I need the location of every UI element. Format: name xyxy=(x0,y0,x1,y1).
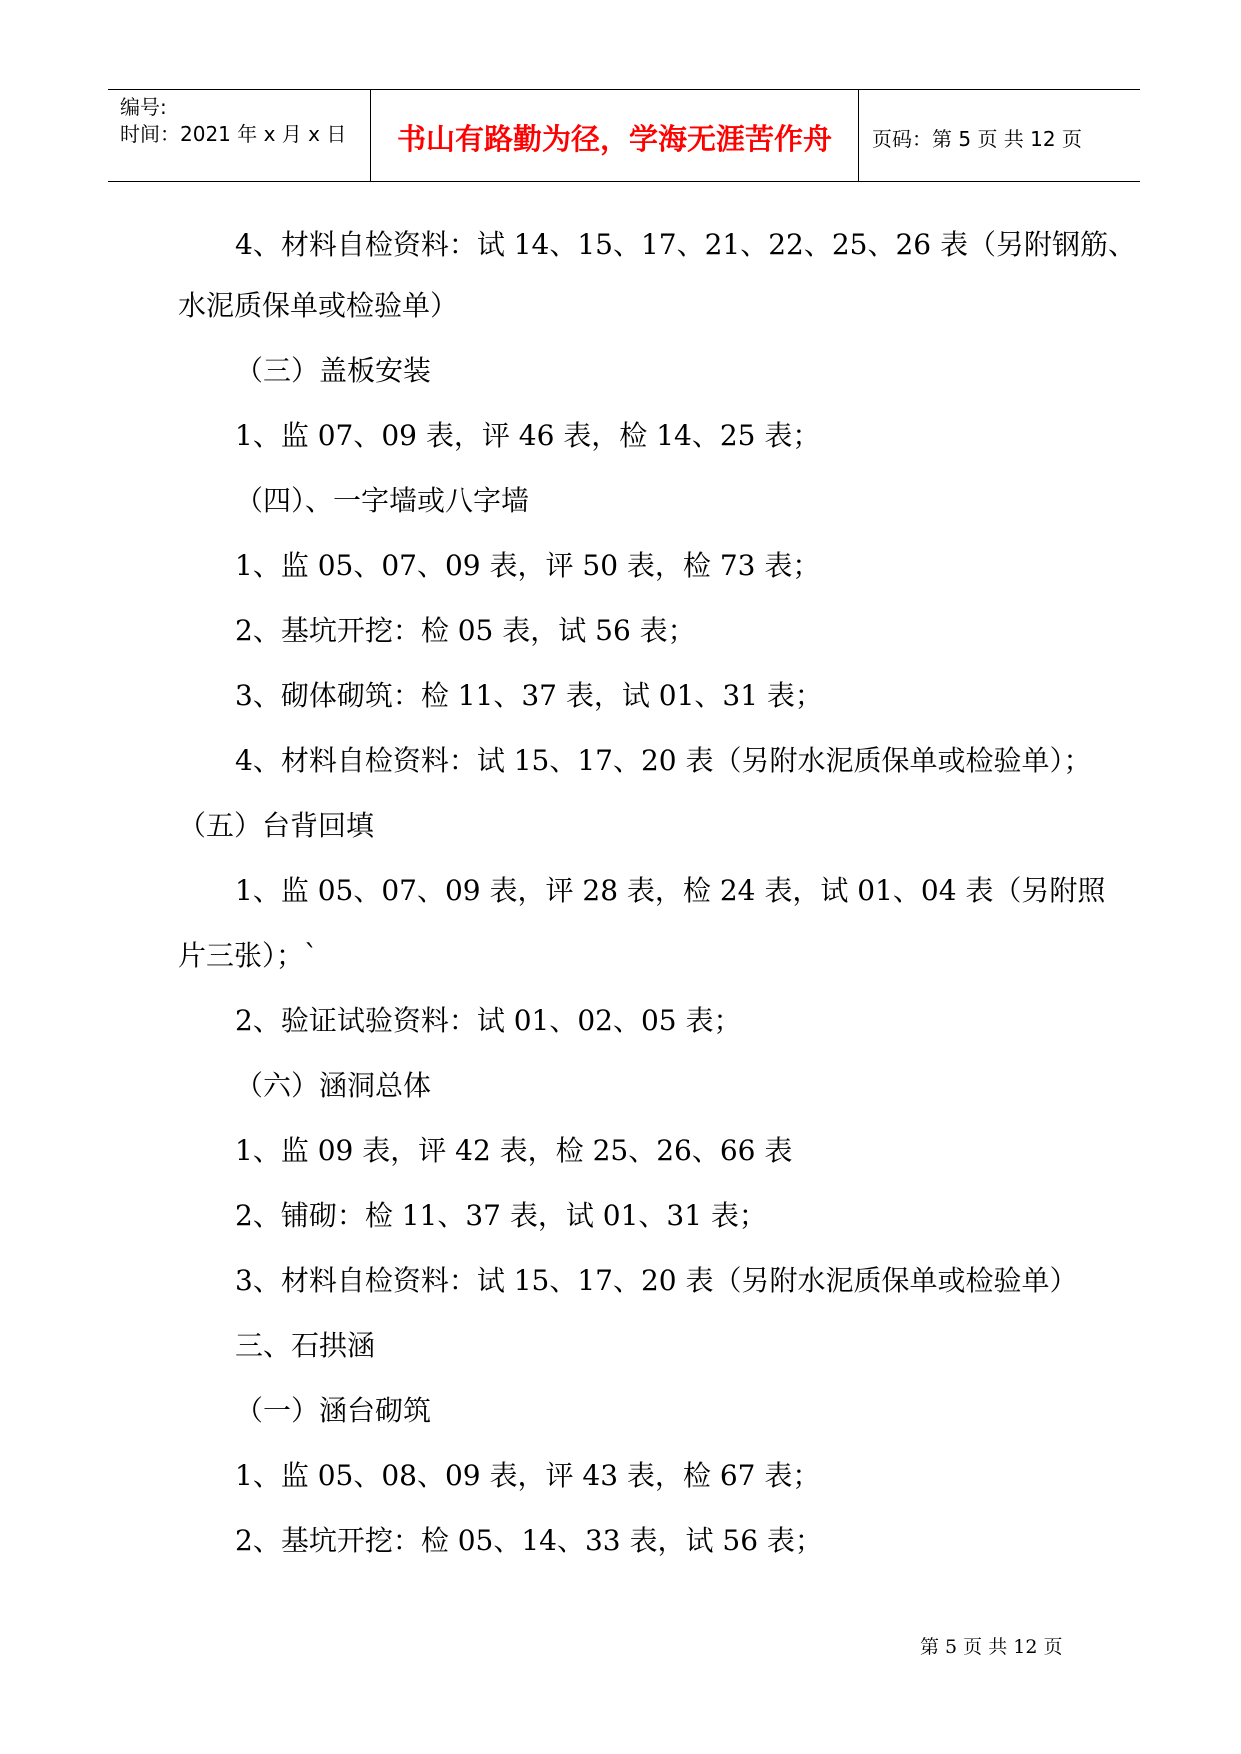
section-heading: （六）涵洞总体 xyxy=(235,1069,432,1102)
body-line: 1、监 05、07、09 表，评 50 表，检 73 表； xyxy=(235,549,821,582)
body-line: 1、监 07、09 表，评 46 表，检 14、25 表； xyxy=(235,419,821,452)
section-heading: 三、石拱涵 xyxy=(235,1329,376,1362)
body-line: 2、验证试验资料：试 01、02、05 表； xyxy=(235,1004,742,1037)
body-line: 1、监 05、08、09 表，评 43 表，检 67 表； xyxy=(235,1459,821,1492)
body-line: 2、基坑开挖：检 05、14、33 表，试 56 表； xyxy=(235,1524,823,1557)
header-meta xyxy=(120,94,346,148)
body-line: 2、铺砌：检 11、37 表，试 01、31 表； xyxy=(235,1199,767,1232)
body-line: 3、材料自检资料：试 15、17、20 表（另附水泥质保单或检验单） xyxy=(235,1264,1078,1297)
header-divider xyxy=(858,90,859,182)
section-heading: （四）、一字墙或八字墙 xyxy=(235,484,530,517)
body-line: 1、监 05、07、09 表，评 28 表，检 24 表，试 01、04 表（另附照 xyxy=(235,874,1106,907)
time-label: 时间：2021 年 x 月 x 日 xyxy=(120,122,347,146)
header-motto: 书山有路勤为径，学海无涯苦作舟 xyxy=(396,122,832,156)
body-line: 4、材料自检资料：试 14、15、17、21、22、25、26 表（另附钢筋、 xyxy=(235,228,1137,261)
page-header xyxy=(108,89,1140,182)
body-line: 4、材料自检资料：试 15、17、20 表（另附水泥质保单或检验单）； xyxy=(235,744,1092,777)
body-line: 3、砌体砌筑：检 11、37 表，试 01、31 表； xyxy=(235,679,823,712)
header-page-info: 页码：第 5 页 共 12 页 xyxy=(872,127,1082,151)
section-heading: （一）涵台砌筑 xyxy=(235,1394,432,1427)
body-line: 片三张）；` xyxy=(178,939,319,972)
section-heading: （五）台背回填 xyxy=(178,809,375,842)
body-line: 1、监 09 表，评 42 表，检 25、26、66 表 xyxy=(235,1134,793,1167)
serial-label: 编号: xyxy=(120,95,167,119)
page-footer: 第 5 页 共 12 页 xyxy=(920,1636,1063,1658)
body-line: 2、基坑开挖：检 05 表，试 56 表； xyxy=(235,614,696,647)
section-heading: （三）盖板安装 xyxy=(235,354,432,387)
body-line: 水泥质保单或检验单） xyxy=(178,289,459,322)
